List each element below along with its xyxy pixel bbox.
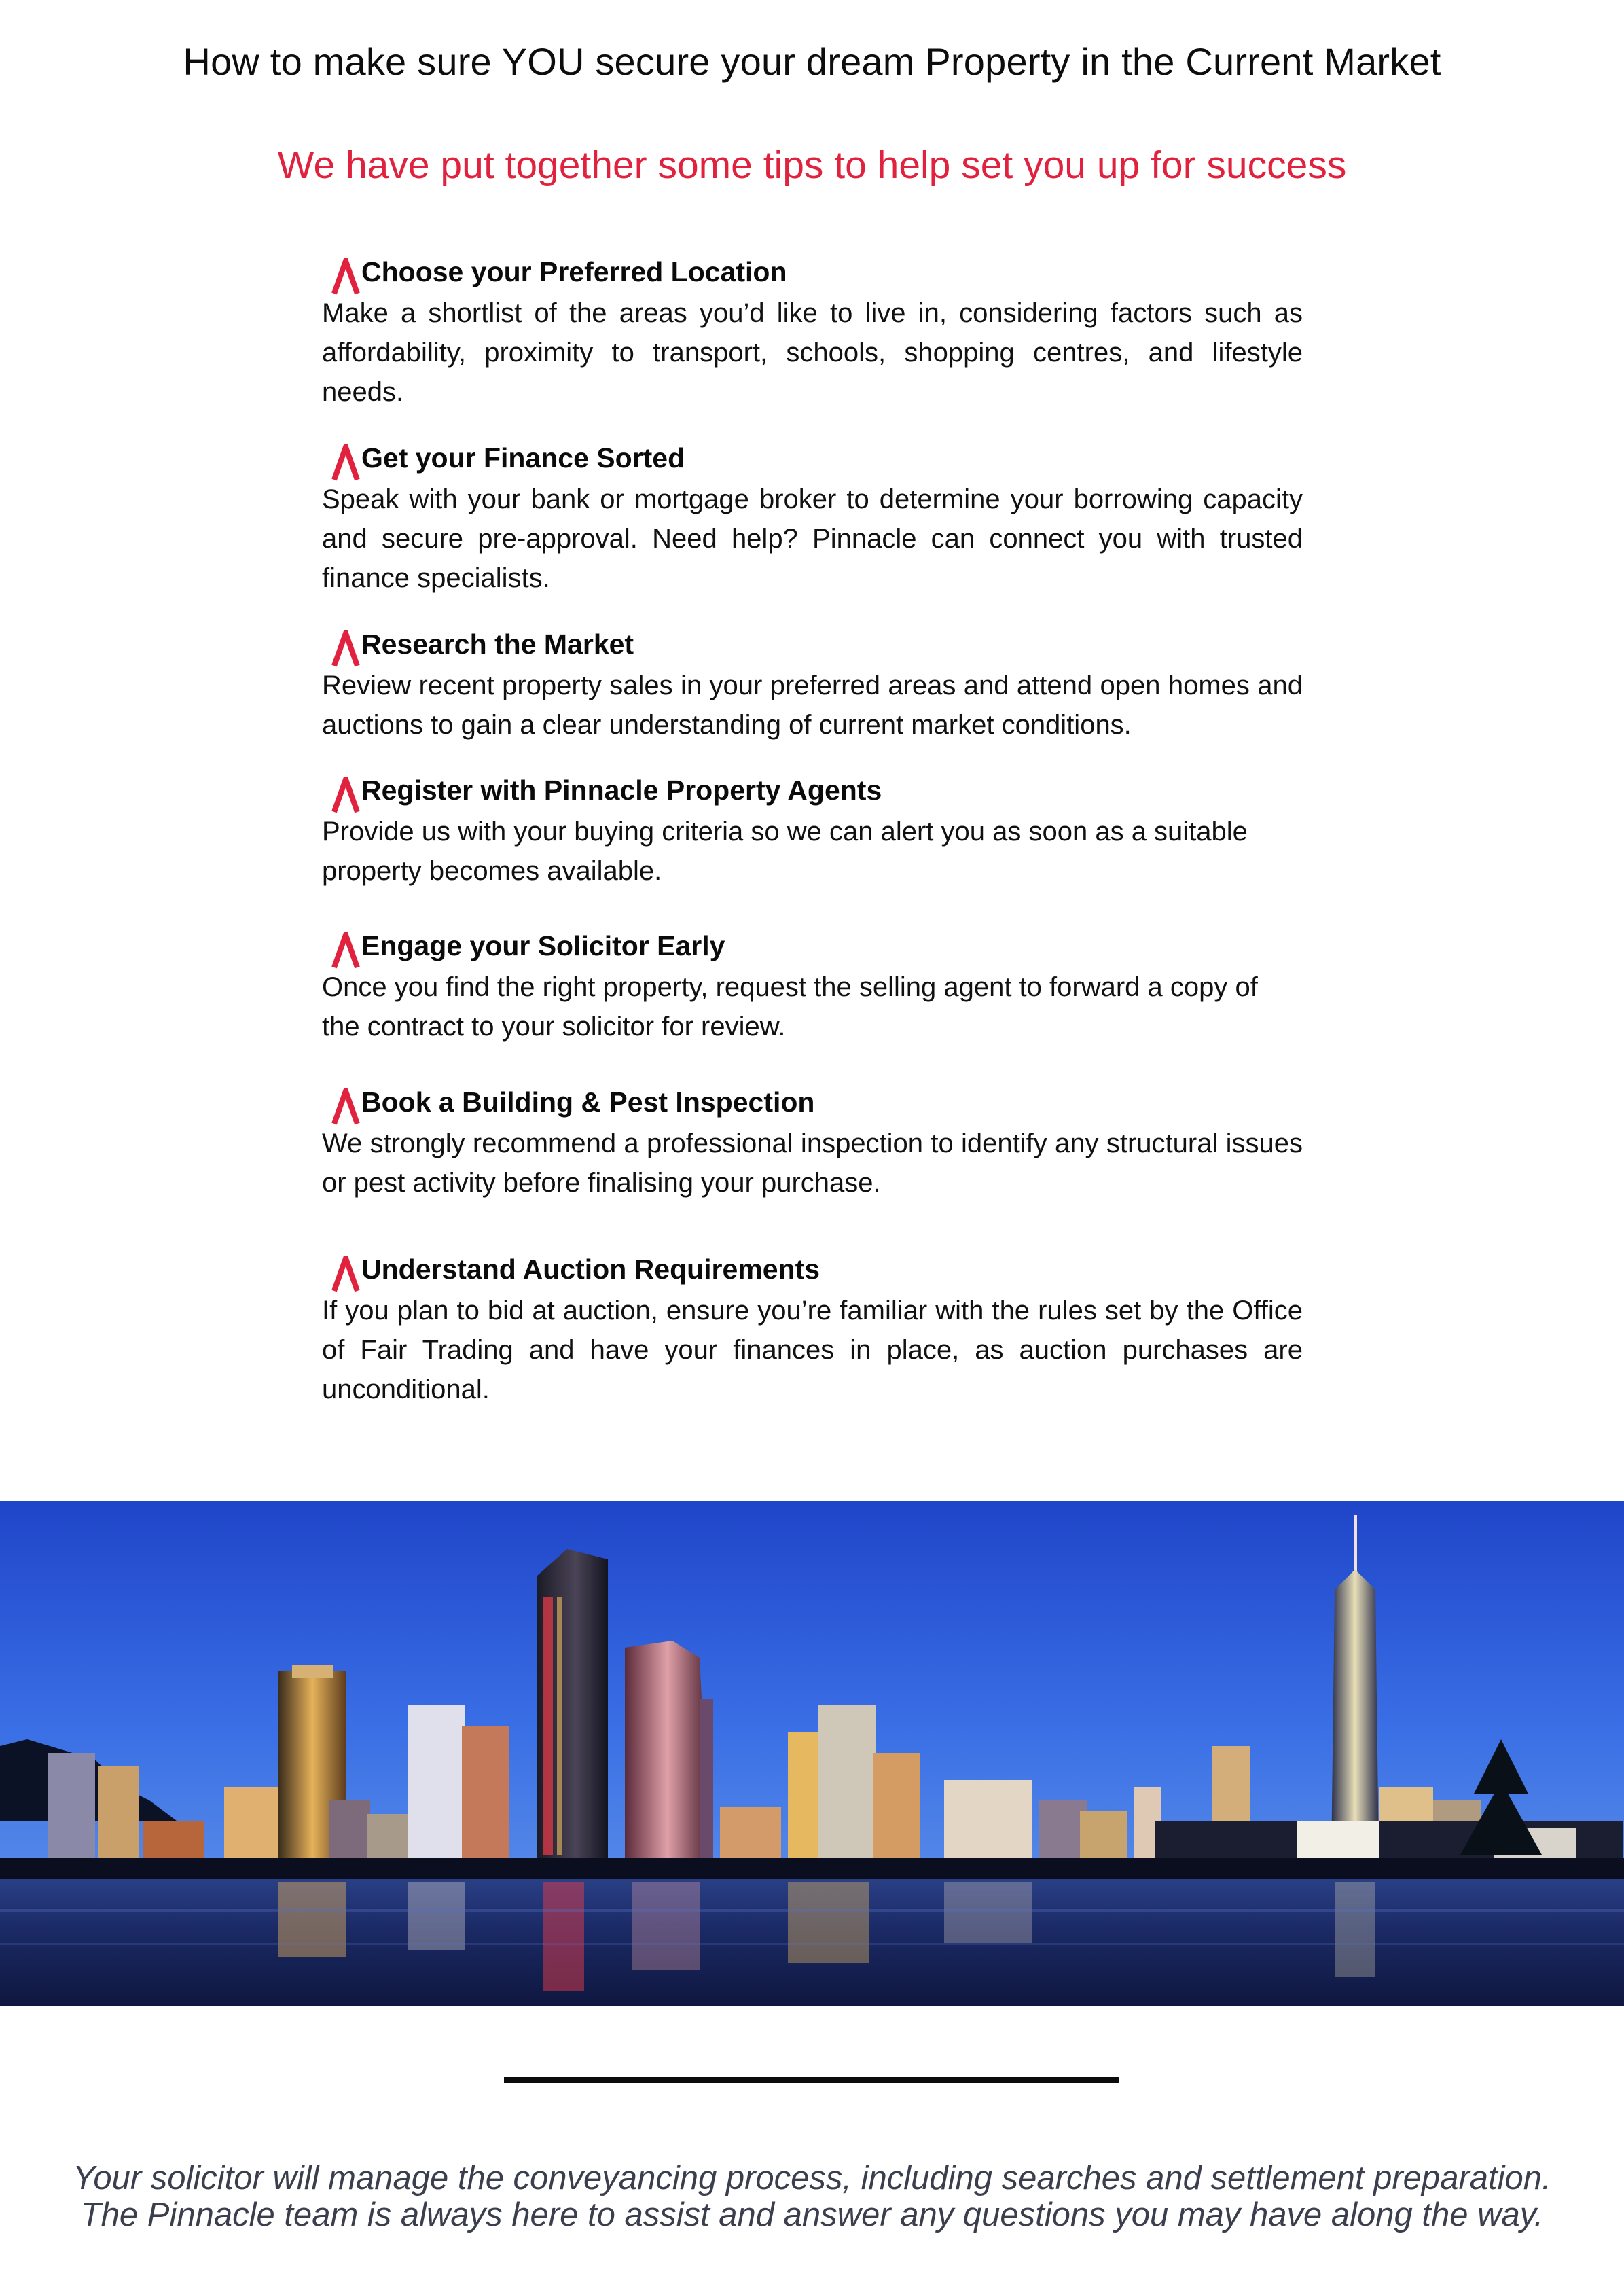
tip-body: We strongly recommend a professional inspection to identify any structural issues or pest activity before finalising your purchase. bbox=[322, 1128, 1303, 1198]
tip-body: If you plan to bid at auction, ensure you’re familiar with the rules set by the Office of Fair Trading and have your finances in place, as auction purchases are unconditional. bbox=[322, 1296, 1303, 1404]
red-caret-icon bbox=[331, 630, 360, 667]
red-caret-icon bbox=[331, 777, 360, 813]
red-caret-icon bbox=[331, 444, 360, 481]
red-caret-icon bbox=[331, 932, 360, 969]
tip-title: Register with Pinnacle Property Agents bbox=[361, 775, 882, 806]
tip-title: Research the Market bbox=[361, 628, 634, 660]
red-caret-icon bbox=[331, 1256, 360, 1292]
tip-body: Provide us with your buying criteria so we can alert you as soon as a suitable property becomes available. bbox=[322, 817, 1248, 886]
footer-line-1: Your solicitor will manage the conveyancing process, including searches and settlement preparation. bbox=[73, 2160, 1551, 2197]
page-title: How to make sure YOU secure your dream Property in the Current Market bbox=[183, 40, 1441, 83]
tip-title: Choose your Preferred Location bbox=[361, 256, 787, 287]
city-skyline-photo bbox=[0, 1501, 1624, 2006]
tip-title: Engage your Solicitor Early bbox=[361, 930, 725, 961]
page-subtitle: We have put together some tips to help set you up for success bbox=[277, 143, 1347, 187]
tip-body: Review recent property sales in your preferred areas and attend open homes and auctions to gain a clear understanding of current market conditions. bbox=[322, 671, 1303, 740]
tip-solicitor bbox=[322, 927, 1303, 1046]
tip-choose-location bbox=[322, 253, 1303, 412]
tip-title: Get your Finance Sorted bbox=[361, 442, 685, 474]
tip-body: Speak with your bank or mortgage broker to determine your borrowing capacity and secure pre-approval. Need help? Pinnacle can connect you with trusted finance specialists. bbox=[322, 484, 1303, 593]
red-caret-icon bbox=[331, 258, 360, 295]
tip-finance bbox=[322, 439, 1303, 598]
tip-auction bbox=[322, 1250, 1303, 1409]
tip-body: Once you find the right property, request the selling agent to forward a copy of the contract to your solicitor for review. bbox=[322, 972, 1258, 1042]
tip-register bbox=[322, 771, 1303, 891]
tip-title: Book a Building & Pest Inspection bbox=[361, 1086, 815, 1118]
red-caret-icon bbox=[331, 1088, 360, 1125]
tip-body: Make a shortlist of the areas you’d like to live in, considering factors such as affordability, proximity to transport, schools, shopping centres, and lifestyle needs. bbox=[322, 298, 1303, 407]
divider-rule bbox=[504, 2077, 1119, 2083]
footer-line-2: The Pinnacle team is always here to assist and answer any questions you may have along the way. bbox=[80, 2197, 1544, 2233]
tip-inspection bbox=[322, 1083, 1303, 1203]
tip-title: Understand Auction Requirements bbox=[361, 1254, 820, 1285]
tip-research-market bbox=[322, 625, 1303, 745]
